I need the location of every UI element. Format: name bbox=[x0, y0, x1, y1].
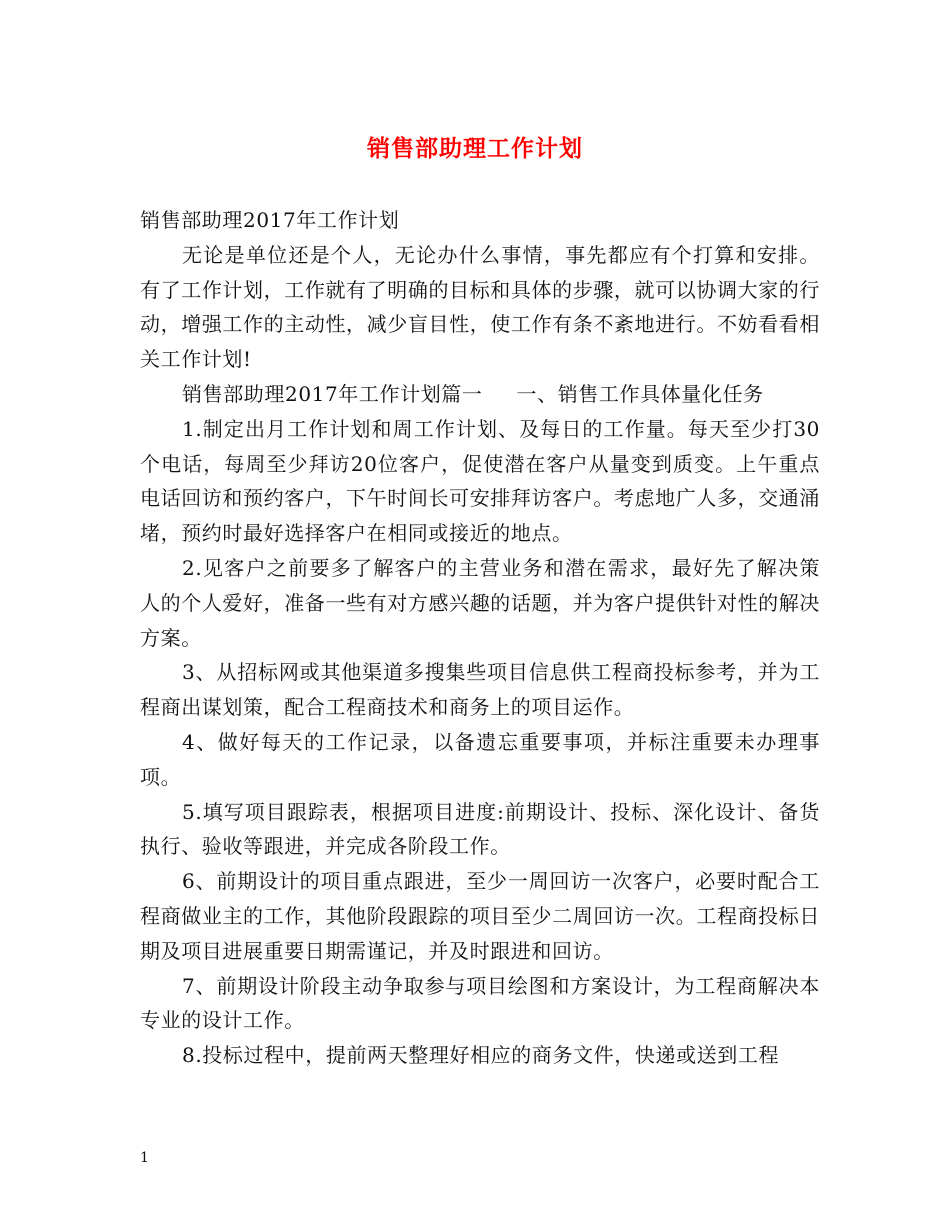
paragraph-item-5: 5.填写项目跟踪表，根据项目进度:前期设计、投标、深化设计、备货执行、验收等跟进，并完成各阶段工作。 bbox=[140, 799, 820, 859]
section-title: 销售部助理2017年工作计划篇一 bbox=[182, 381, 483, 406]
paragraph-item-8: 8.投标过程中，提前两天整理好相应的商务文件，快递或送到工程 bbox=[182, 1043, 780, 1068]
document-subtitle: 销售部助理2017年工作计划 bbox=[140, 208, 400, 232]
document-title: 销售部助理工作计划 bbox=[367, 135, 583, 162]
paragraph-item-1: 1.制定出月工作计划和周工作计划、及每日的工作量。每天至少打30个电话，每周至少拜访20位客户，促使潜在客户从量变到质变。上午重点电话回访和预约客户，下午时间长可安排拜访客户。考虑地广人多，交通涌堵，预约时最好选择客户在相同或接近的地点。 bbox=[140, 416, 820, 546]
section-subtitle: 一、销售工作具体量化任务 bbox=[516, 381, 764, 406]
paragraph-item-2: 2.见客户之前要多了解客户的主营业务和潜在需求，最好先了解决策人的个人爱好，准备一些有对方感兴趣的话题，并为客户提供针对性的解决方案。 bbox=[140, 555, 820, 650]
paragraph-item-3: 3、从招标网或其他渠道多搜集些项目信息供工程商投标参考，并为工程商出谋划策，配合工程商技术和商务上的项目运作。 bbox=[140, 660, 820, 720]
paragraph-intro: 无论是单位还是个人，无论办什么事情，事先都应有个打算和安排。有了工作计划，工作就有了明确的目标和具体的步骤，就可以协调大家的行动，增强工作的主动性，减少盲目性，使工作有条不紊地进行。不妨看看相关工作计划! bbox=[140, 242, 820, 372]
document-body bbox=[140, 203, 820, 1073]
paragraph-item-4: 4、做好每天的工作记录，以备遗忘重要事项，并标注重要未办理事项。 bbox=[140, 729, 820, 789]
page-number: 1 bbox=[140, 1150, 149, 1166]
paragraph-item-7: 7、前期设计阶段主动争取参与项目绘图和方案设计，为工程商解决本专业的设计工作。 bbox=[140, 973, 820, 1033]
section-heading bbox=[140, 377, 820, 412]
paragraph-item-6: 6、前期设计的项目重点跟进，至少一周回访一次客户，必要时配合工程商做业主的工作，其他阶段跟踪的项目至少二周回访一次。工程商投标日期及项目进展重要日期需谨记，并及时跟进和回访。 bbox=[140, 869, 820, 963]
